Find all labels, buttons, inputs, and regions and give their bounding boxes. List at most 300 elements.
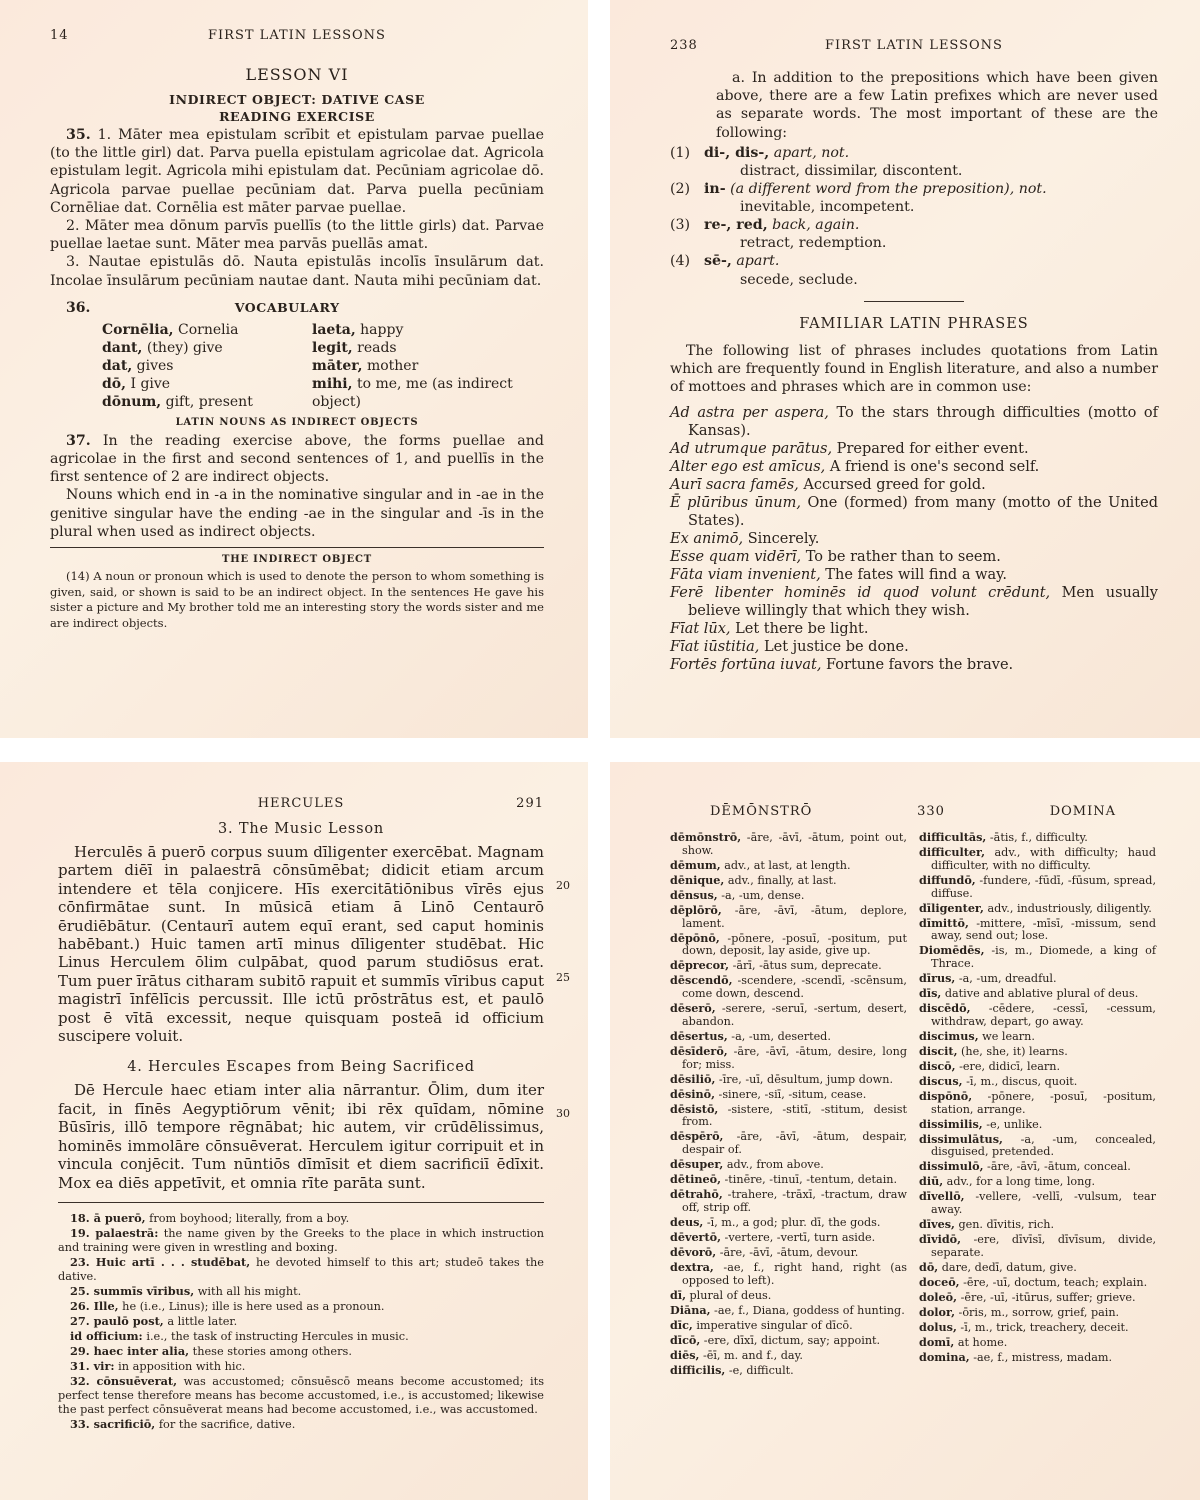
- note-text: was accustomed; cōnsuēscō means become accustomed; its perfect tense therefore means has become accustomed, i.e., is accustomed; likewise the past perfect cōnsuēverat means had become accustomed, i.e., was accustomed.: [58, 1374, 544, 1416]
- headword: doleō,: [919, 1289, 958, 1304]
- dictionary-entry: [670, 959, 907, 973]
- dictionary-entry: [919, 1075, 1156, 1089]
- definition: -sistere, -stitī, -stitum, desist from.: [682, 1102, 907, 1129]
- headword: diffundō,: [919, 872, 976, 887]
- dictionary-entry: [919, 902, 1156, 916]
- dictionary-entry: [919, 1133, 1156, 1160]
- phrase-translation: Prepared for either event.: [832, 441, 1029, 458]
- dictionary-entry: [670, 1045, 907, 1072]
- page-number: 291: [516, 796, 544, 811]
- headword: difficulter,: [919, 844, 985, 859]
- definition: -ī, m., trick, treachery, deceit.: [956, 1320, 1129, 1334]
- note-text: for the sacrifice, dative.: [155, 1417, 296, 1431]
- reading-exercise: [50, 126, 544, 290]
- note-entry: [58, 1255, 544, 1284]
- headword: discō,: [919, 1058, 956, 1073]
- definition: -āre, -āvī, -ātum, desire, long for; miss.: [682, 1044, 907, 1071]
- latin-phrase: Esse quam vidērī,: [670, 549, 802, 566]
- page-330: [610, 762, 1200, 1500]
- dictionary-entry: [919, 1276, 1156, 1290]
- dictionary-entry: [919, 1175, 1156, 1189]
- dictionary-entry: [670, 1216, 907, 1230]
- dictionary-entry: [919, 831, 1156, 845]
- latin-phrase: Ferē libenter hominēs id quod volunt crēdunt,: [670, 585, 1051, 602]
- prefix-meaning: (a different word from the preposition), not.: [725, 181, 1047, 198]
- page-291: [0, 762, 588, 1500]
- vocab-word: legit,: [312, 339, 353, 356]
- page-header: [50, 28, 544, 43]
- headword: difficultās,: [919, 830, 987, 844]
- page-238: [610, 0, 1200, 738]
- headword: dētineō,: [670, 1172, 721, 1187]
- definition: imperative singular of dīcō.: [692, 1318, 853, 1332]
- prefix-text: [704, 252, 779, 270]
- headword: dēsertus,: [670, 1028, 728, 1043]
- note-text: in apposition with hic.: [114, 1359, 246, 1373]
- definition: -serere, -seruī, -sertum, desert, abandon.: [682, 1002, 907, 1028]
- section-number: 36.: [66, 299, 91, 316]
- latin-phrase: Alter ego est amīcus,: [670, 459, 826, 476]
- note-text: from boyhood; literally, from a boy.: [145, 1211, 350, 1225]
- dictionary-entry: [919, 1351, 1156, 1365]
- headword: domina,: [919, 1349, 970, 1364]
- definition: -ae, f., Diana, goddess of hunting.: [710, 1303, 905, 1317]
- definition: -ae, f., mistress, madam.: [969, 1350, 1113, 1364]
- definition: -ere, dīxī, dictum, say; appoint.: [700, 1333, 881, 1347]
- dictionary-entry: [919, 1321, 1156, 1335]
- note-key: 25. summīs vīribus,: [70, 1283, 195, 1298]
- phrase-entry: [670, 584, 1158, 620]
- dictionary-entry: [919, 1190, 1156, 1217]
- exercise-paragraph: 2. Māter mea dōnum parvīs puellīs (to the little girls) dat. Parvae puellae laetae sunt. Māter mea parvās puellās amat.: [50, 218, 544, 253]
- note-text: he (i.e., Linus); ille is here used as a pronoun.: [118, 1299, 385, 1313]
- dictionary-column-left: [670, 831, 907, 1379]
- footnote-heading: THE INDIRECT OBJECT: [221, 554, 373, 566]
- definition: -ēre, -uī, doctum, teach; explain.: [959, 1275, 1148, 1289]
- dictionary-entry: [919, 1261, 1156, 1275]
- definition: -trahere, -trāxī, -tractum, draw off, strip off.: [682, 1188, 907, 1214]
- vocab-word: dōnum,: [102, 393, 162, 410]
- headword: discēdō,: [919, 1001, 971, 1016]
- vocab-entry: [102, 357, 312, 375]
- dictionary-entry: [670, 874, 907, 888]
- note-key: 29. haec inter alia,: [70, 1343, 190, 1358]
- headword: dīc,: [670, 1317, 693, 1332]
- dictionary-entry: [670, 1334, 907, 1348]
- note-key: 31. vir:: [70, 1358, 115, 1373]
- latin-phrase: Aurī sacra famēs,: [670, 477, 799, 494]
- definition: adv., finally, at last.: [724, 873, 837, 887]
- note-key: 18. ā puerō,: [70, 1210, 146, 1225]
- dictionary-entry: [919, 1045, 1156, 1059]
- dictionary-entry: [670, 1158, 907, 1172]
- headword: dī,: [670, 1287, 686, 1302]
- prefix-number: (4): [670, 253, 691, 270]
- definition: adv., from above.: [723, 1158, 824, 1172]
- vocab-word: dat,: [102, 357, 133, 374]
- headword: dō,: [919, 1259, 939, 1274]
- headword: dēprecor,: [670, 958, 730, 973]
- phrase-entry: [670, 440, 1158, 458]
- page-number: 238: [670, 38, 698, 53]
- vocab-definition: reads: [352, 339, 397, 356]
- headword: dispōnō,: [919, 1088, 973, 1103]
- footnote-divider: [50, 547, 544, 548]
- story-paragraph: Dē Hercule haec etiam inter alia nārrantur. Ōlim, dum iter facit, in fīnēs Aegyptiōrum vēnit; ibi rēx quīdam, nōmine Būsīris, illō tempore rēgnābat; hic autem, vir crūdēlissimus, hominēs immolāre cōnsuēverat. Herculem igitur corripuit et in vincula conjēcit. Tum nūntiōs dīmīsit et diem sacrificiī ēdīxit. Mox ea diēs appetīvit, et omnia rīte parāta sunt.: [58, 1081, 544, 1192]
- dictionary-entry: [919, 1002, 1156, 1029]
- dictionary-entry: [670, 1173, 907, 1187]
- definition: -scendere, -scendī, -scēnsum, come down, descend.: [682, 974, 907, 1001]
- headword: dētrahō,: [670, 1187, 723, 1202]
- dictionary-entry: [670, 1188, 907, 1215]
- note-entry: [58, 1359, 544, 1374]
- phrase-entry: [670, 494, 1158, 530]
- phrase-entry: [670, 548, 1158, 566]
- note-key: id officium:: [70, 1328, 143, 1343]
- headword: diēs,: [670, 1347, 700, 1362]
- dictionary-entry: [670, 1088, 907, 1102]
- headword: dēscendō,: [670, 973, 733, 988]
- dictionary-entry: [670, 1304, 907, 1318]
- dictionary-entry: [670, 1073, 907, 1087]
- headword: dēsiliō,: [670, 1071, 716, 1086]
- definition: -vertere, -vertī, turn aside.: [720, 1230, 876, 1244]
- vocab-definition: Cornelia: [173, 321, 239, 338]
- definition: -a, -um, concealed, disguised, pretended.: [931, 1132, 1156, 1159]
- phrase-entry: [670, 476, 1158, 494]
- vocab-entry: [102, 375, 312, 393]
- notes-divider: [58, 1202, 544, 1203]
- vocab-definition: happy: [355, 321, 404, 338]
- dictionary-entry: [919, 944, 1156, 971]
- prefix-number: (1): [670, 144, 691, 161]
- definition: -īre, -uī, dēsultum, jump down.: [715, 1072, 893, 1086]
- note-entry: [58, 1211, 544, 1226]
- dictionary-entry: [670, 831, 907, 858]
- dictionary-entry: [670, 1103, 907, 1130]
- prefix-text: [704, 216, 859, 234]
- dictionary-entry: [670, 974, 907, 1001]
- headword: discus,: [919, 1073, 963, 1088]
- definition: -cēdere, -cessī, -cessum, withdraw, depart, go away.: [931, 1002, 1156, 1028]
- dictionary-entry: [670, 1130, 907, 1157]
- story-title: 4. Hercules Escapes from Being Sacrificed: [127, 1059, 475, 1076]
- headword: dēpōnō,: [670, 930, 720, 945]
- definition: adv., industriously, diligently.: [983, 901, 1152, 915]
- dictionary-entry: [919, 917, 1156, 944]
- note-key: 27. paulō post,: [70, 1313, 164, 1328]
- phrases-intro: The following list of phrases includes quotations from Latin which are frequently found in English literature, and also a number of mottoes and phrases which are in common use:: [670, 342, 1158, 396]
- vocab-definition: gift, present: [161, 393, 253, 410]
- definition: adv., for a long time, long.: [943, 1175, 1096, 1189]
- prefix: re-, red,: [704, 217, 768, 234]
- dictionary-entry: [919, 1218, 1156, 1232]
- note-key: 19. palaestrā:: [70, 1225, 159, 1240]
- headword: dīs,: [919, 986, 942, 1001]
- phrase-entry: [670, 656, 1158, 674]
- prefix-meaning: apart, not.: [769, 144, 850, 161]
- body-paragraph: In the reading exercise above, the forms puellae and agricolae in the first and second sentences of 1, and puellīs in the first sentence of 2 are indirect objects.: [50, 432, 544, 486]
- phrase-entry: [670, 530, 1158, 548]
- dictionary-entry: [919, 1160, 1156, 1174]
- vocab-word: dant,: [102, 339, 143, 356]
- definition: -tinēre, -tinuī, -tentum, detain.: [720, 1173, 898, 1187]
- latin-phrase: Fāta viam invenient,: [670, 567, 821, 584]
- definition: -āre, -āvī, -ātum, point out, show.: [682, 831, 907, 857]
- dictionary-entry: [670, 1231, 907, 1245]
- dictionary-entry: [670, 1349, 907, 1363]
- headword: doceō,: [919, 1274, 960, 1289]
- definition: -ēī, m. and f., day.: [699, 1348, 803, 1362]
- body-paragraph: Nouns which end in -a in the nominative singular and in -ae in the genitive singular have the ending -ae in the singular and -īs in the plural when used as indirect objects.: [50, 487, 544, 540]
- vocab-entry: [102, 393, 312, 411]
- vocab-definition: mother: [362, 357, 419, 374]
- note-text: a little later.: [163, 1314, 238, 1328]
- page-header: [58, 796, 544, 811]
- phrases-heading: FAMILIAR LATIN PHRASES: [799, 315, 1029, 332]
- definition: -a, -um, dreadful.: [955, 972, 1057, 986]
- section-divider: [864, 301, 964, 302]
- definition: adv., with difficulty; haud difficulter, with no difficulty.: [931, 845, 1156, 872]
- headword: dissimilis,: [919, 1116, 983, 1131]
- prefix: in-: [704, 181, 726, 198]
- dictionary-entry: [670, 889, 907, 903]
- headword: Diomēdēs,: [919, 943, 985, 958]
- headword: dēplōrō,: [670, 902, 722, 917]
- prefix-entry: [670, 144, 1158, 180]
- story-paragraph: Herculēs ā puerō corpus suum dīligenter exercēbat. Magnam partem diēī in palaestrā cōnsūmēbat; didicit etiam arcum intendere et tēla conjicere. Hīs exercitātiōnibus vīrēs ejus cōnfirmātae sunt. In mūsicā etiam ā Linō Centaurō ērudiēbātur. (Centaurī autem equī erant, sed caput hominis habēbant.) Huic tamen artī minus dīligenter studēbat. Hic Linus Herculem ōlim culpābat, quod parum studiōsus erat. Tum puer īrātus citharam subitō rapuit et summīs vīribus caput magistrī īnfēlīcis percussit. Ille ictū prōstrātus est, et paulō post ē vītā excessit, neque quisquam posteā id officium suscipere voluit.: [58, 843, 544, 1046]
- prefix-meaning: back, again.: [767, 217, 860, 234]
- note-entry: [58, 1374, 544, 1417]
- prefix-line: [670, 180, 1158, 198]
- nouns-heading: LATIN NOUNS AS INDIRECT OBJECTS: [175, 416, 419, 428]
- dictionary-entry: [919, 846, 1156, 873]
- phrase-translation: Fortune favors the brave.: [821, 657, 1014, 674]
- prefix-text: [704, 180, 1047, 198]
- headword: dolor,: [919, 1304, 955, 1319]
- vocab-entry: [312, 357, 544, 375]
- latin-phrase: Fīat iūstitia,: [670, 639, 760, 656]
- definition: -āre, -āvī, -ātum, deplore, lament.: [682, 903, 907, 930]
- dictionary-entry: [919, 874, 1156, 901]
- dictionary-entry: [670, 1030, 907, 1044]
- phrase-entry: [670, 458, 1158, 476]
- headword: dēspērō,: [670, 1129, 724, 1144]
- phrase-entry: [670, 566, 1158, 584]
- vocab-definition: gives: [132, 357, 174, 374]
- dictionary-entry: [670, 1246, 907, 1260]
- note-entry: [58, 1299, 544, 1314]
- dictionary-entry: [670, 932, 907, 959]
- phrase-translation: Let justice be done.: [759, 639, 909, 656]
- definition: -e, unlike.: [982, 1117, 1043, 1131]
- prefix-entry: [670, 216, 1158, 252]
- line-number: 20: [556, 879, 570, 892]
- note-entry: [58, 1344, 544, 1359]
- latin-phrase: Ē plūribus ūnum,: [670, 495, 801, 512]
- headword: diū,: [919, 1174, 944, 1189]
- story-title: 3. The Music Lesson: [218, 821, 384, 837]
- phrase-translation: To the stars through difficulties (motto of Kansas).: [688, 405, 1158, 440]
- vocab-word: laeta,: [312, 321, 356, 338]
- dictionary-entry: [670, 1364, 907, 1378]
- vocabulary-heading: VOCABULARY: [234, 299, 340, 315]
- reading-exercise-heading: READING EXERCISE: [219, 109, 375, 124]
- vocab-entry: [312, 375, 544, 411]
- definition: -ae, f., right hand, right (as opposed to left).: [682, 1260, 907, 1287]
- prefix-number: (2): [670, 181, 691, 198]
- definition: gen. dīvitis, rich.: [954, 1218, 1055, 1232]
- headword: dīmittō,: [919, 915, 969, 930]
- dictionary-entry: [919, 1306, 1156, 1320]
- section-number: 37.: [66, 432, 91, 449]
- exercise-paragraph: 1. Māter mea epistulam scrībit et epistulam parvae puellae (to the little girl) dat. Parva puella epistulam agricolae dat. Agricola epistulam legit. Agricola mihi epistulam dat. Pecūniam agricolae dō. Agricola parvae puellae pecūniam dat. Parva puella pecūniam Cornēliae dat. Cornēlia est māter parvae puellae.: [50, 127, 544, 216]
- definition: dare, dedī, datum, give.: [938, 1260, 1077, 1274]
- definition: adv., at last, at length.: [720, 858, 851, 872]
- vocab-entry: [102, 321, 312, 339]
- note-key: 23. Huic artī . . . studēbat,: [70, 1254, 251, 1269]
- dictionary-entry: [919, 1090, 1156, 1117]
- definition: -ārī, -ātus sum, deprecate.: [729, 959, 882, 973]
- latin-phrase: Ad astra per aspera,: [670, 405, 829, 422]
- note-entry: [58, 1329, 544, 1344]
- dictionary-column-right: [919, 831, 1156, 1379]
- definition: -āre, -āvī, -ātum, devour.: [716, 1245, 859, 1259]
- definition: -sinere, -siī, -situm, cease.: [714, 1087, 867, 1101]
- notes-list: [58, 1211, 544, 1432]
- dictionary-entry: [919, 972, 1156, 986]
- note-key: 32. cōnsuēverat,: [70, 1373, 178, 1388]
- phrase-translation: The fates will find a way.: [820, 567, 1008, 584]
- phrase-translation: Sincerely.: [743, 531, 820, 548]
- phrase-list: [670, 404, 1158, 674]
- footnote: (14) A noun or pronoun which is used to denote the person to whom something is given, said, or shown is said to be an indirect object. In the sentences He gave his sister a picture and My brother told me an interesting story the words sister and me are indirect objects.: [50, 569, 544, 630]
- prefix-line: [670, 144, 1158, 162]
- prefix-meaning: apart.: [731, 253, 780, 270]
- prefix-examples: retract, redemption.: [740, 235, 887, 252]
- definition: -a, -um, dense.: [717, 888, 805, 902]
- definition: -e, difficult.: [725, 1363, 794, 1377]
- headword: dolus,: [919, 1319, 957, 1334]
- definition: -a, -um, deserted.: [727, 1029, 831, 1043]
- definition: -ī, m., a god; plur. dī, the gods.: [703, 1215, 881, 1229]
- headword: dextra,: [670, 1259, 714, 1274]
- vocab-entry: [312, 339, 544, 357]
- dictionary-entry: [670, 1261, 907, 1288]
- definition: -ī, m., discus, quoit.: [962, 1074, 1078, 1088]
- definition: -is, m., Diomede, a king of Thrace.: [931, 944, 1156, 971]
- note-text: he devoted himself to this art; studeō takes the dative.: [58, 1255, 544, 1283]
- phrase-translation: A friend is one's second self.: [825, 459, 1040, 476]
- dictionary-columns: [670, 831, 1156, 1379]
- headword: dēnique,: [670, 872, 725, 887]
- definition: -āre, -āvī, -ātum, despair, despair of.: [682, 1130, 907, 1157]
- prefix-intro: a. In addition to the prepositions which have been given above, there are a few Latin prefixes which are never used as separate words. The most important of these are the following:: [716, 70, 1158, 141]
- prefix-entry: [670, 180, 1158, 216]
- headword: dīvellō,: [919, 1189, 965, 1204]
- headword: discit,: [919, 1043, 958, 1058]
- phrase-translation: Accursed greed for gold.: [798, 477, 986, 494]
- phrase-translation: Let there be light.: [730, 621, 869, 638]
- prefix: di-, dis-,: [704, 144, 770, 161]
- dictionary-entry: [919, 1291, 1156, 1305]
- headword: dēvertō,: [670, 1229, 721, 1244]
- definition: -mittere, -mīsī, -missum, send away, send out; lose.: [931, 916, 1156, 943]
- guide-word-left: DĒMŌNSTRŌ: [710, 804, 813, 819]
- phrase-entry: [670, 620, 1158, 638]
- vocabulary-list: [102, 321, 544, 411]
- exercise-paragraph: 3. Nautae epistulās dō. Nauta epistulās incolīs īnsulārum dat. Incolae īnsulārum pecūniam nautae dant. Nauta mihi pecūniam dat.: [50, 254, 544, 289]
- latin-phrase: Fortēs fortūna iuvat,: [670, 657, 822, 674]
- definition: -ōris, m., sorrow, grief, pain.: [954, 1305, 1120, 1319]
- definition: at home.: [954, 1335, 1008, 1349]
- line-number: 25: [556, 971, 570, 984]
- prefix-examples: inevitable, incompetent.: [740, 199, 915, 216]
- prefix-entry: [670, 252, 1158, 288]
- dictionary-entry: [919, 1118, 1156, 1132]
- phrase-translation: To be rather than to seem.: [801, 549, 1001, 566]
- headword: dēmum,: [670, 857, 721, 872]
- note-text: i.e., the task of instructing Hercules in music.: [142, 1329, 409, 1343]
- prefix: sē-,: [704, 253, 732, 270]
- note-entry: [58, 1226, 544, 1255]
- headword: domī,: [919, 1334, 955, 1349]
- page-number: 14: [50, 28, 69, 43]
- definition: plural of deus.: [685, 1288, 772, 1302]
- note-text: these stories among others.: [189, 1344, 352, 1358]
- dictionary-entry: [919, 1030, 1156, 1044]
- vocab-definition: I give: [126, 375, 171, 392]
- vocab-entry: [312, 321, 544, 339]
- dictionary-entry: [670, 1319, 907, 1333]
- headword: dīcō,: [670, 1332, 701, 1347]
- note-text: the name given by the Greeks to the place in which instruction and training were given in wrestling and boxing.: [58, 1226, 545, 1254]
- headword: dēsīderō,: [670, 1043, 728, 1058]
- vocab-word: Cornēlia,: [102, 321, 174, 338]
- dictionary-entry: [919, 1233, 1156, 1260]
- guide-word-right: DOMINA: [1049, 804, 1116, 819]
- definition: -āre, -āvī, -ātum, conceal.: [983, 1160, 1131, 1174]
- running-title: FIRST LATIN LESSONS: [208, 28, 386, 43]
- dictionary-entry: [919, 987, 1156, 1001]
- section-number: 35.: [66, 127, 91, 143]
- definition: dative and ablative plural of deus.: [941, 987, 1139, 1001]
- vocab-word: dō,: [102, 375, 127, 392]
- prefix-line: [670, 216, 1158, 234]
- page-number: 330: [917, 804, 945, 819]
- dictionary-entry: [919, 1060, 1156, 1074]
- latin-phrase: Fīat lūx,: [670, 621, 731, 638]
- headword: dīves,: [919, 1217, 955, 1232]
- definition: -ātis, f., difficulty.: [986, 831, 1088, 844]
- prefix-text: [704, 144, 849, 162]
- headword: dīligenter,: [919, 900, 984, 915]
- headword: dēmōnstrō,: [670, 830, 742, 844]
- dictionary-entry: [919, 1336, 1156, 1350]
- definition: we learn.: [978, 1029, 1035, 1043]
- headword: Diāna,: [670, 1302, 711, 1317]
- note-entry: [58, 1284, 544, 1299]
- definition: (he, she, it) learns.: [957, 1044, 1068, 1058]
- headword: dīrus,: [919, 971, 956, 986]
- vocab-word: māter,: [312, 357, 363, 374]
- note-entry: [58, 1417, 544, 1432]
- phrase-translation: One (formed) from many (motto of the United States).: [688, 495, 1158, 530]
- definition: -pōnere, -posuī, -positum, station, arrange.: [931, 1089, 1156, 1116]
- definition: -ere, dīvīsī, dīvīsum, divide, separate.: [931, 1233, 1156, 1259]
- phrase-entry: [670, 404, 1158, 440]
- headword: dissimulātus,: [919, 1131, 1003, 1146]
